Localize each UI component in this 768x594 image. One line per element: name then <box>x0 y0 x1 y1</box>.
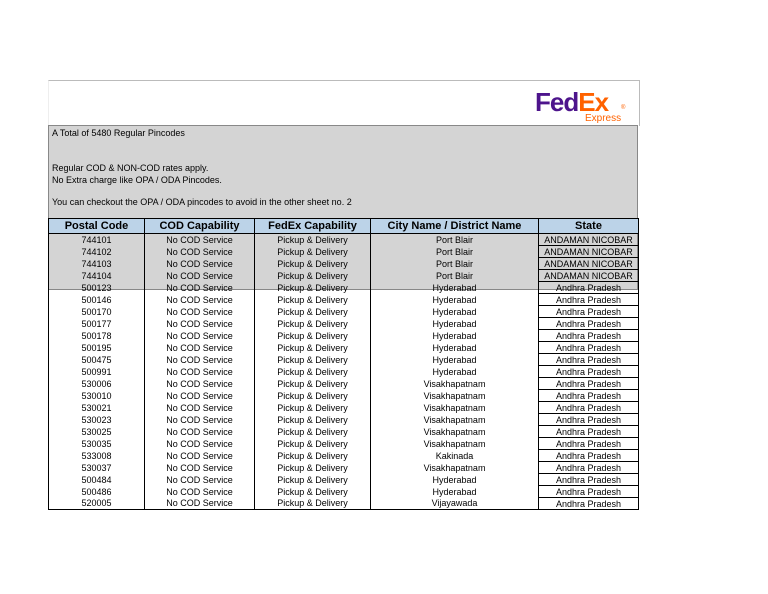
table-row <box>49 234 639 246</box>
header-state: State <box>539 219 639 234</box>
cell-cod-capability: No COD Service <box>145 390 255 402</box>
cell-fedex-capability: Pickup & Delivery <box>255 330 371 342</box>
cell-postal-code: 520005 <box>49 498 145 510</box>
cell-state: Andhra Pradesh <box>539 282 639 294</box>
cell-city: Port Blair <box>371 270 539 282</box>
cell-postal-code: 533008 <box>49 450 145 462</box>
cell-city: Hyderabad <box>371 354 539 366</box>
logo-area <box>48 80 640 126</box>
cell-state: Andhra Pradesh <box>539 462 639 474</box>
cell-city: Hyderabad <box>371 366 539 378</box>
cell-city: Vijayawada <box>371 498 539 510</box>
cell-cod-capability: No COD Service <box>145 318 255 330</box>
cell-city: Hyderabad <box>371 294 539 306</box>
cell-state: Andhra Pradesh <box>539 486 639 498</box>
logo-fed: Fed <box>535 87 579 117</box>
cell-state: Andhra Pradesh <box>539 426 639 438</box>
cell-postal-code: 500177 <box>49 318 145 330</box>
cell-fedex-capability: Pickup & Delivery <box>255 306 371 318</box>
logo-express: Express <box>585 113 622 124</box>
cell-cod-capability: No COD Service <box>145 378 255 390</box>
cell-city: Visakhapatnam <box>371 438 539 450</box>
header-city-name: City Name / District Name <box>371 219 539 234</box>
table-row <box>49 414 639 426</box>
table-row <box>49 426 639 438</box>
cell-city: Hyderabad <box>371 342 539 354</box>
cell-fedex-capability: Pickup & Delivery <box>255 246 371 258</box>
cell-state: Andhra Pradesh <box>539 342 639 354</box>
cell-postal-code: 500170 <box>49 306 145 318</box>
cell-fedex-capability: Pickup & Delivery <box>255 474 371 486</box>
table-row <box>49 306 639 318</box>
cell-postal-code: 744102 <box>49 246 145 258</box>
cell-city: Visakhapatnam <box>371 426 539 438</box>
cell-fedex-capability: Pickup & Delivery <box>255 378 371 390</box>
cell-city: Hyderabad <box>371 486 539 498</box>
table-row <box>49 282 639 294</box>
cell-state: Andhra Pradesh <box>539 474 639 486</box>
cell-fedex-capability: Pickup & Delivery <box>255 318 371 330</box>
cell-postal-code: 744103 <box>49 258 145 270</box>
cell-state: Andhra Pradesh <box>539 306 639 318</box>
cell-state: Andhra Pradesh <box>539 366 639 378</box>
cell-fedex-capability: Pickup & Delivery <box>255 390 371 402</box>
cell-postal-code: 530035 <box>49 438 145 450</box>
cell-postal-code: 500146 <box>49 294 145 306</box>
cell-cod-capability: No COD Service <box>145 354 255 366</box>
cell-cod-capability: No COD Service <box>145 270 255 282</box>
table-row <box>49 318 639 330</box>
cell-cod-capability: No COD Service <box>145 366 255 378</box>
info-extra-charge: No Extra charge like OPA / ODA Pincodes. <box>52 175 222 185</box>
pincode-table <box>48 218 639 510</box>
header-fedex-capability: FedEx Capability <box>255 219 371 234</box>
cell-fedex-capability: Pickup & Delivery <box>255 354 371 366</box>
cell-fedex-capability: Pickup & Delivery <box>255 426 371 438</box>
info-rates: Regular COD & NON-COD rates apply. <box>52 163 209 173</box>
cell-cod-capability: No COD Service <box>145 498 255 510</box>
cell-postal-code: 530023 <box>49 414 145 426</box>
cell-fedex-capability: Pickup & Delivery <box>255 366 371 378</box>
cell-state: ANDAMAN NICOBAR <box>539 234 639 246</box>
cell-postal-code: 744101 <box>49 234 145 246</box>
cell-cod-capability: No COD Service <box>145 330 255 342</box>
table-row <box>49 438 639 450</box>
cell-state: Andhra Pradesh <box>539 498 639 510</box>
cell-cod-capability: No COD Service <box>145 486 255 498</box>
cell-cod-capability: No COD Service <box>145 450 255 462</box>
cell-state: Andhra Pradesh <box>539 402 639 414</box>
cell-postal-code: 500484 <box>49 474 145 486</box>
cell-city: Visakhapatnam <box>371 402 539 414</box>
cell-state: Andhra Pradesh <box>539 318 639 330</box>
table-row <box>49 498 639 510</box>
table-row <box>49 390 639 402</box>
cell-state: Andhra Pradesh <box>539 294 639 306</box>
cell-cod-capability: No COD Service <box>145 426 255 438</box>
cell-cod-capability: No COD Service <box>145 402 255 414</box>
cell-cod-capability: No COD Service <box>145 234 255 246</box>
cell-postal-code: 530021 <box>49 402 145 414</box>
info-checkout: You can checkout the OPA / ODA pincodes to avoid in the other sheet no. 2 <box>52 197 352 207</box>
cell-fedex-capability: Pickup & Delivery <box>255 294 371 306</box>
cell-city: Visakhapatnam <box>371 462 539 474</box>
cell-city: Port Blair <box>371 234 539 246</box>
cell-postal-code: 530037 <box>49 462 145 474</box>
cell-state: ANDAMAN NICOBAR <box>539 270 639 282</box>
header-postal-code: Postal Code <box>49 219 145 234</box>
cell-city: Hyderabad <box>371 318 539 330</box>
cell-fedex-capability: Pickup & Delivery <box>255 234 371 246</box>
cell-cod-capability: No COD Service <box>145 462 255 474</box>
cell-state: Andhra Pradesh <box>539 450 639 462</box>
cell-cod-capability: No COD Service <box>145 342 255 354</box>
cell-fedex-capability: Pickup & Delivery <box>255 402 371 414</box>
logo-ex: Ex <box>578 87 609 117</box>
cell-state: ANDAMAN NICOBAR <box>539 246 639 258</box>
cell-cod-capability: No COD Service <box>145 282 255 294</box>
cell-postal-code: 500178 <box>49 330 145 342</box>
table-row <box>49 486 639 498</box>
table-row <box>49 378 639 390</box>
cell-city: Kakinada <box>371 450 539 462</box>
cell-fedex-capability: Pickup & Delivery <box>255 258 371 270</box>
cell-postal-code: 530010 <box>49 390 145 402</box>
table-row <box>49 366 639 378</box>
cell-state: ANDAMAN NICOBAR <box>539 258 639 270</box>
table-row <box>49 270 639 282</box>
table-row <box>49 474 639 486</box>
cell-state: Andhra Pradesh <box>539 354 639 366</box>
cell-city: Port Blair <box>371 258 539 270</box>
cell-fedex-capability: Pickup & Delivery <box>255 270 371 282</box>
cell-fedex-capability: Pickup & Delivery <box>255 282 371 294</box>
cell-state: Andhra Pradesh <box>539 414 639 426</box>
cell-city: Visakhapatnam <box>371 390 539 402</box>
cell-city: Port Blair <box>371 246 539 258</box>
cell-postal-code: 500475 <box>49 354 145 366</box>
cell-cod-capability: No COD Service <box>145 438 255 450</box>
cell-fedex-capability: Pickup & Delivery <box>255 342 371 354</box>
table-row <box>49 246 639 258</box>
cell-fedex-capability: Pickup & Delivery <box>255 462 371 474</box>
cell-city: Visakhapatnam <box>371 378 539 390</box>
cell-city: Visakhapatnam <box>371 414 539 426</box>
table-row <box>49 294 639 306</box>
cell-city: Hyderabad <box>371 306 539 318</box>
cell-state: Andhra Pradesh <box>539 330 639 342</box>
table-row <box>49 342 639 354</box>
info-total: A Total of 5480 Regular Pincodes <box>52 128 185 138</box>
header-row <box>49 219 639 234</box>
cell-fedex-capability: Pickup & Delivery <box>255 486 371 498</box>
cell-state: Andhra Pradesh <box>539 390 639 402</box>
cell-cod-capability: No COD Service <box>145 414 255 426</box>
cell-state: Andhra Pradesh <box>539 378 639 390</box>
cell-postal-code: 500123 <box>49 282 145 294</box>
cell-fedex-capability: Pickup & Delivery <box>255 450 371 462</box>
cell-city: Hyderabad <box>371 330 539 342</box>
cell-cod-capability: No COD Service <box>145 474 255 486</box>
cell-fedex-capability: Pickup & Delivery <box>255 414 371 426</box>
spreadsheet-page <box>48 80 638 508</box>
cell-cod-capability: No COD Service <box>145 306 255 318</box>
cell-postal-code: 500195 <box>49 342 145 354</box>
cell-cod-capability: No COD Service <box>145 246 255 258</box>
cell-city: Hyderabad <box>371 282 539 294</box>
table-row <box>49 354 639 366</box>
header-cod-capability: COD Capability <box>145 219 255 234</box>
fedex-logo <box>535 87 631 123</box>
table-row <box>49 450 639 462</box>
table-row <box>49 402 639 414</box>
cell-postal-code: 530006 <box>49 378 145 390</box>
cell-state: Andhra Pradesh <box>539 438 639 450</box>
cell-postal-code: 530025 <box>49 426 145 438</box>
cell-postal-code: 500486 <box>49 486 145 498</box>
table-row <box>49 258 639 270</box>
cell-cod-capability: No COD Service <box>145 258 255 270</box>
cell-postal-code: 744104 <box>49 270 145 282</box>
cell-fedex-capability: Pickup & Delivery <box>255 438 371 450</box>
cell-city: Hyderabad <box>371 474 539 486</box>
cell-cod-capability: No COD Service <box>145 294 255 306</box>
logo-registered: ® <box>621 105 626 111</box>
cell-fedex-capability: Pickup & Delivery <box>255 498 371 510</box>
cell-postal-code: 500991 <box>49 366 145 378</box>
table-row <box>49 330 639 342</box>
table-row <box>49 462 639 474</box>
